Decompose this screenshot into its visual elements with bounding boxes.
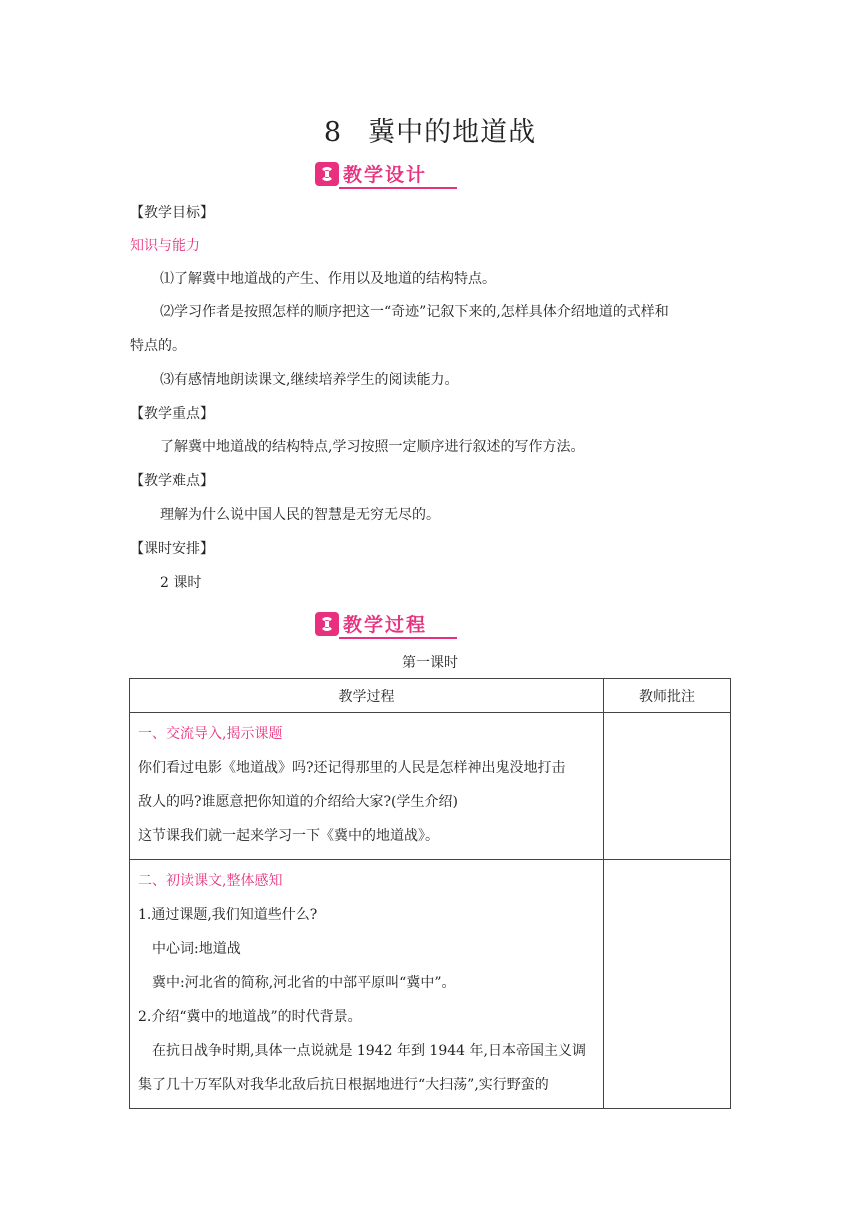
table-row bbox=[130, 713, 731, 860]
design-banner bbox=[315, 160, 455, 192]
section-line: 这节课我们就一起来学习一下《冀中的地道战》。 bbox=[138, 828, 439, 844]
section-line: 集了几十万军队对我华北敌后抗日根据地进行“大扫荡”,实行野蛮的 bbox=[138, 1077, 549, 1093]
notes-cell[interactable] bbox=[604, 713, 731, 860]
key-points-text: 了解冀中地道战的结构特点,学习按照一定顺序进行叙述的写作方法。 bbox=[160, 439, 585, 455]
section-line: 冀中:河北省的简称,河北省的中部平原叫“冀中”。 bbox=[152, 975, 456, 991]
process-banner-text: 教学过程 bbox=[343, 614, 428, 636]
objective-item-3: ⑶有感情地朗读课文,继续培养学生的阅读能力。 bbox=[160, 372, 459, 388]
difficulties-text: 理解为什么说中国人民的智慧是无穷无尽的。 bbox=[160, 507, 440, 523]
objective-item-2: ⑵学习作者是按照怎样的顺序把这一“奇迹”记叙下来的,怎样具体介绍地道的式样和 bbox=[160, 304, 669, 320]
objective-item-1: ⑴了解冀中地道战的产生、作用以及地道的结构特点。 bbox=[160, 271, 496, 287]
page-title bbox=[0, 110, 860, 149]
section-line: 中心词:地道战 bbox=[152, 941, 241, 957]
notes-cell[interactable] bbox=[604, 860, 731, 1109]
section-line: 你们看过电影《地道战》吗?还记得那里的人民是怎样神出鬼没地打击 bbox=[138, 760, 566, 776]
schedule-heading: 【课时安排】 bbox=[130, 541, 214, 557]
design-banner-text: 教学设计 bbox=[343, 164, 428, 186]
difficulties-heading: 【教学难点】 bbox=[130, 473, 214, 489]
banner-logo-icon bbox=[315, 612, 339, 636]
section-heading: 一、交流导入,揭示课题 bbox=[138, 726, 283, 742]
section-line: 2.介绍“冀中的地道战”的时代背景。 bbox=[138, 1009, 362, 1025]
key-points-heading: 【教学重点】 bbox=[130, 406, 214, 422]
lesson-title: 冀中的地道战 bbox=[368, 117, 537, 148]
process-cell bbox=[130, 860, 604, 1109]
lesson-plan-table bbox=[129, 678, 731, 1109]
objective-item-2-cont: 特点的。 bbox=[130, 338, 186, 354]
table-header-row bbox=[130, 679, 731, 713]
column-header-notes: 教师批注 bbox=[604, 679, 731, 713]
objectives-category: 知识与能力 bbox=[130, 238, 200, 254]
banner-logo-icon bbox=[315, 162, 339, 186]
section-line: 1.通过课题,我们知道些什么? bbox=[138, 907, 318, 923]
lesson-number: 8 bbox=[323, 117, 343, 148]
section-line: 敌人的吗?谁愿意把你知道的介绍给大家?(学生介绍) bbox=[138, 794, 458, 810]
process-cell bbox=[130, 713, 604, 860]
table-row bbox=[130, 860, 731, 1109]
banner-underline bbox=[339, 187, 457, 189]
banner-underline bbox=[339, 637, 457, 639]
process-banner bbox=[315, 610, 455, 642]
section-heading: 二、初读课文,整体感知 bbox=[138, 873, 283, 889]
objectives-heading: 【教学目标】 bbox=[130, 205, 214, 221]
column-header-process: 教学过程 bbox=[130, 679, 604, 713]
lesson-label: 第一课时 bbox=[402, 655, 458, 671]
section-line: 在抗日战争时期,具体一点说就是 1942 年到 1944 年,日本帝国主义调 bbox=[152, 1043, 586, 1059]
schedule-text: 2 课时 bbox=[160, 575, 202, 591]
